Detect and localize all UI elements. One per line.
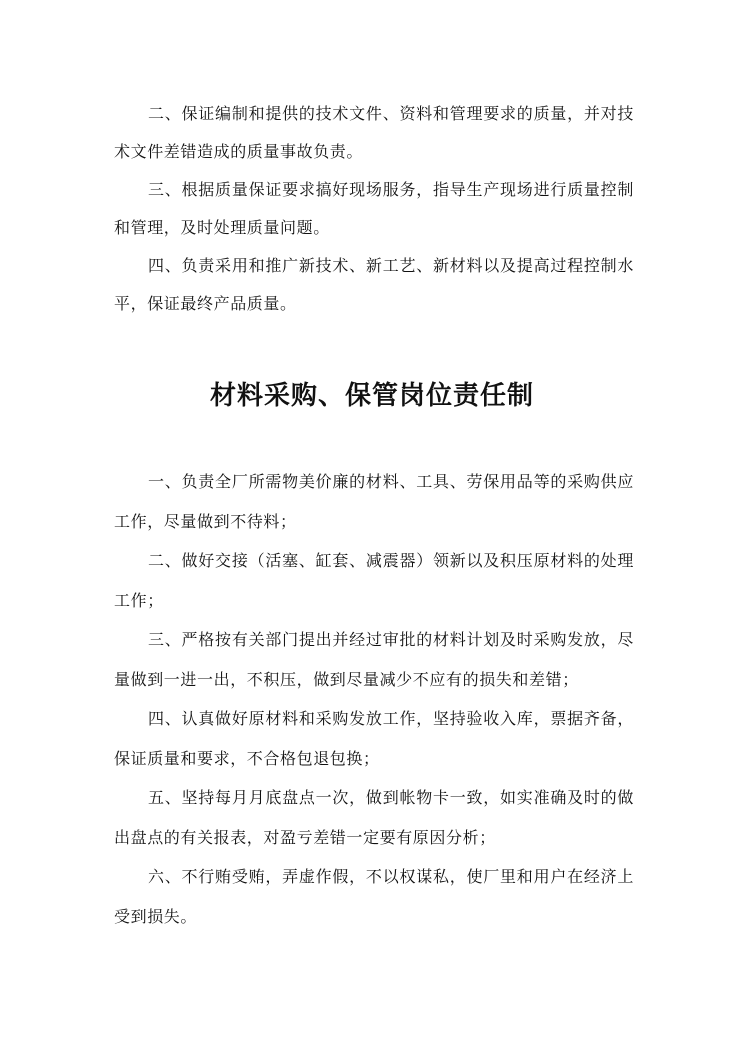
responsibility-item-2: 二、做好交接（活塞、缸套、减震器）领新以及积压原材料的处理工作；	[114, 551, 634, 610]
intro-paragraph-2: 二、保证编制和提供的技术文件、资料和管理要求的质量，并对技术文件差错造成的质量事故负责。	[114, 104, 634, 161]
responsibility-item-6: 六、不行贿受贿，弄虚作假，不以权谋私，使厂里和用户在经济上受到损失。	[114, 867, 634, 926]
responsibility-item-1: 一、负责全厂所需物美价廉的材料、工具、劳保用品等的采购供应工作，尽量做到不待料；	[114, 472, 634, 531]
responsibility-item-5: 五、坚持每月月底盘点一次，做到帐物卡一致，如实准确及时的做出盘点的有关报表，对盈亏差错一定要有原因分析；	[114, 788, 634, 847]
responsibility-item-4: 四、认真做好原材料和采购发放工作，坚持验收入库，票据齐备，保证质量和要求，不合格包退包换；	[114, 709, 634, 768]
responsibility-section	[114, 462, 634, 936]
section-title: 材料采购、保管岗位责任制	[209, 381, 534, 411]
intro-paragraph-4: 四、负责采用和推广新技术、新工艺、新材料以及提高过程控制水平，保证最终产品质量。	[114, 256, 634, 313]
responsibility-item-3: 三、严格按有关部门提出并经过审批的材料计划及时采购发放，尽量做到一进一出，不积压，做到尽量减少不应有的损失和差错；	[114, 630, 634, 689]
intro-section	[114, 95, 634, 323]
intro-paragraph-3: 三、根据质量保证要求搞好现场服务，指导生产现场进行质量控制和管理，及时处理质量问题。	[114, 180, 634, 237]
